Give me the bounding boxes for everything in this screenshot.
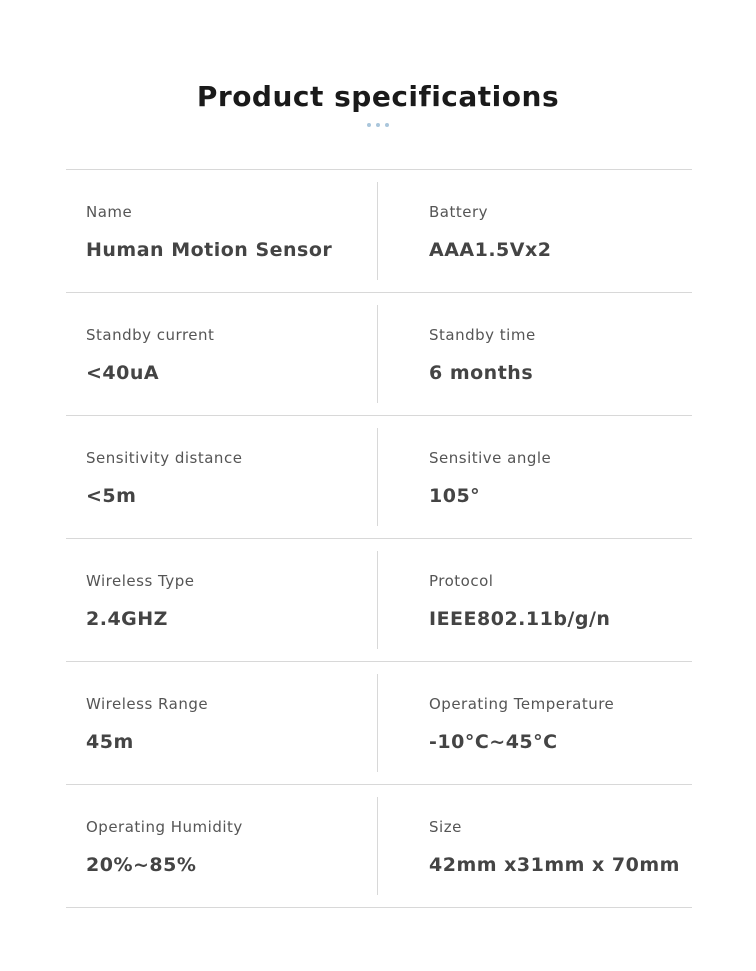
column-divider: [377, 797, 378, 895]
spec-label: Wireless Range: [86, 695, 209, 713]
spec-value: AAA1.5Vx2: [429, 239, 552, 261]
spec-cell: [86, 662, 366, 784]
column-divider: [377, 428, 378, 526]
column-divider: [377, 182, 378, 280]
spec-cell: [86, 170, 366, 292]
spec-cell: [429, 662, 691, 784]
spec-label: Wireless Type: [86, 572, 195, 590]
column-divider: [377, 551, 378, 649]
spec-row: [66, 785, 692, 908]
spec-label: Name: [86, 203, 133, 221]
spec-cell: [429, 293, 691, 415]
column-divider: [377, 674, 378, 772]
spec-label: Sensitivity distance: [86, 449, 243, 467]
spec-value: 6 months: [429, 362, 534, 384]
spec-value: 20%~85%: [86, 854, 197, 876]
spec-value: IEEE802.11b/g/n: [429, 608, 611, 630]
spec-value: <5m: [86, 485, 137, 507]
page-title: Product specifications: [196, 80, 560, 113]
spec-label: Battery: [429, 203, 489, 221]
spec-value: -10°C~45°C: [429, 731, 558, 753]
spec-cell: [429, 416, 691, 538]
spec-value: 2.4GHZ: [86, 608, 168, 630]
spec-label: Standby current: [86, 326, 215, 344]
spec-value: Human Motion Sensor: [86, 239, 333, 261]
spec-cell: [429, 170, 691, 292]
spec-label: Operating Temperature: [429, 695, 615, 713]
spec-row: [66, 293, 692, 416]
spec-cell: [86, 539, 366, 661]
decorative-dot: [385, 123, 389, 127]
spec-label: Standby time: [429, 326, 536, 344]
decorative-dot: [367, 123, 371, 127]
spec-cell: [86, 785, 366, 907]
spec-table: [66, 169, 692, 908]
title-dots-decoration: [0, 123, 756, 127]
spec-row: [66, 170, 692, 293]
spec-value: <40uA: [86, 362, 160, 384]
spec-label: Protocol: [429, 572, 494, 590]
spec-value: 45m: [86, 731, 134, 753]
spec-cell: [429, 785, 691, 907]
spec-label: Size: [429, 818, 462, 836]
spec-value: 42mm x31mm x 70mm: [429, 854, 680, 876]
spec-row: [66, 662, 692, 785]
spec-row: [66, 539, 692, 662]
spec-cell: [86, 416, 366, 538]
spec-label: Operating Humidity: [86, 818, 243, 836]
spec-label: Sensitive angle: [429, 449, 552, 467]
spec-cell: [86, 293, 366, 415]
spec-cell: [429, 539, 691, 661]
spec-row: [66, 416, 692, 539]
decorative-dot: [376, 123, 380, 127]
spec-value: 105°: [429, 485, 481, 507]
column-divider: [377, 305, 378, 403]
